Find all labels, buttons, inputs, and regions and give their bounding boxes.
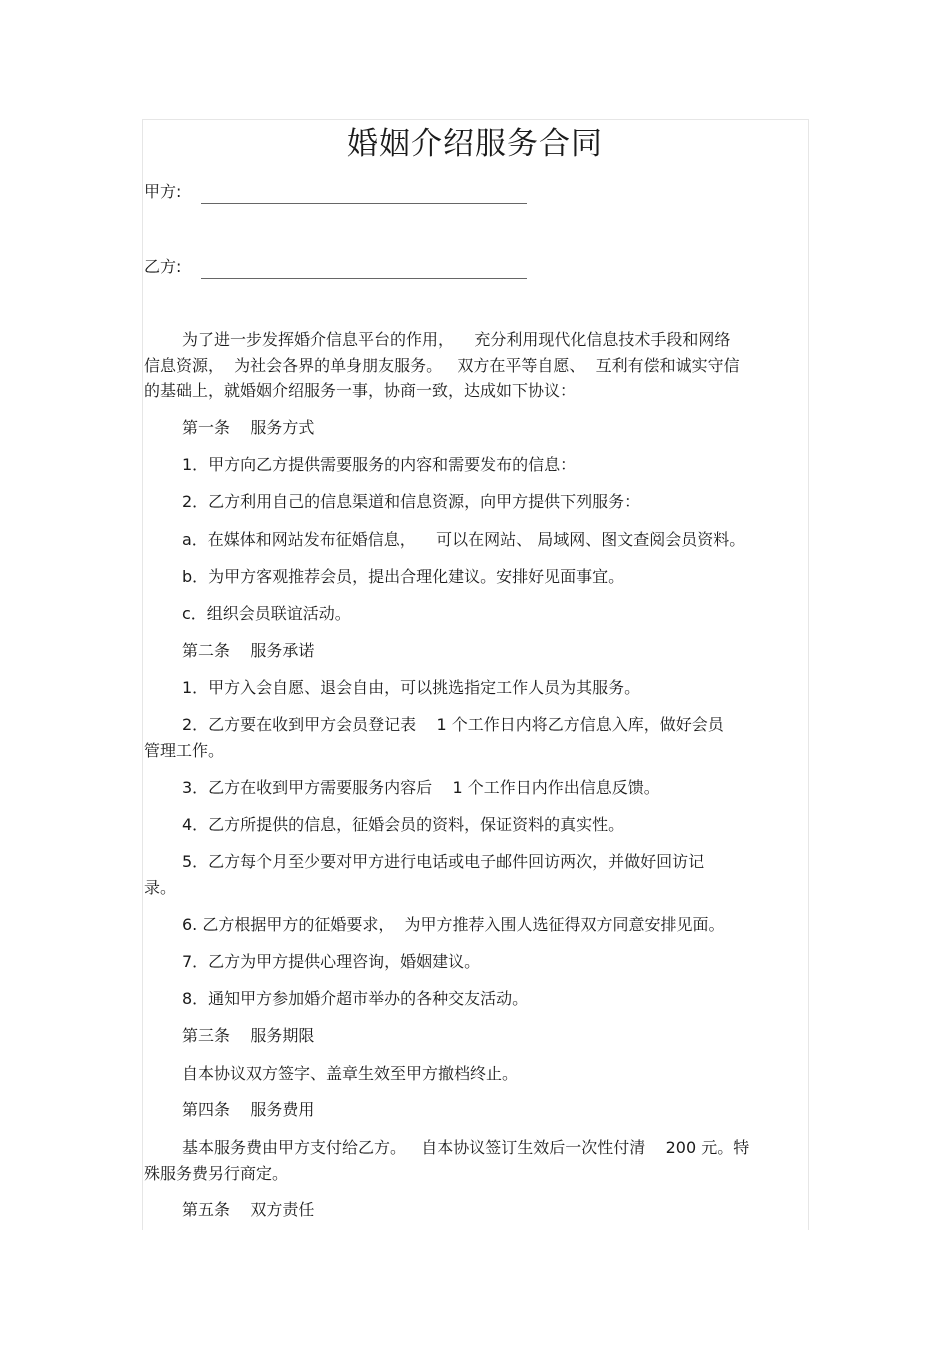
clause: c．组织会员联谊活动。 <box>182 604 351 623</box>
clause: 6. 乙方根据甲方的征婚要求， 为甲方推荐入围人选征得双方同意安排见面。 <box>182 915 725 934</box>
clause: 3．乙方在收到甲方需要服务内容后 1 个工作日内作出信息反馈。 <box>182 778 660 797</box>
article-heading: 第五条 双方责任 <box>182 1200 315 1219</box>
paragraph-line: 为了进一步发挥婚介信息平台的作用， 充分利用现代化信息技术手段和网络 <box>182 330 731 349</box>
clause: 7．乙方为甲方提供心理咨询，婚姻建议。 <box>182 952 481 971</box>
clause: 5．乙方每个月至少要对甲方进行电话或电子邮件回访两次，并做好回访记 <box>182 852 705 871</box>
article-heading: 第二条 服务承诺 <box>182 641 315 660</box>
party-a-label: 甲方: <box>144 182 182 201</box>
article-heading: 第一条 服务方式 <box>182 418 315 437</box>
party-b-signature-line <box>201 278 527 279</box>
clause: 1．甲方入会自愿、退会自由，可以挑选指定工作人员为其服务。 <box>182 678 641 697</box>
clause: 基本服务费由甲方支付给乙方。 自本协议签订生效后一次性付清 200 元。特 <box>182 1138 750 1157</box>
clause: 2．乙方要在收到甲方会员登记表 1 个工作日内将乙方信息入库，做好会员 <box>182 715 724 734</box>
clause: 4．乙方所提供的信息，征婚会员的资料，保证资料的真实性。 <box>182 815 625 834</box>
clause: a．在媒体和网站发布征婚信息， 可以在网站、 局域网、图文查阅会员资料。 <box>182 530 746 549</box>
clause: b．为甲方客观推荐会员，提出合理化建议。安排好见面事宜。 <box>182 567 625 586</box>
clause-continuation: 殊服务费另行商定。 <box>144 1164 289 1183</box>
article-heading: 第四条 服务费用 <box>182 1100 315 1119</box>
paragraph-line: 信息资源， 为社会各界的单身朋友服务。 双方在平等自愿、 互利有偿和诚实守信 <box>144 356 740 375</box>
clause-continuation: 管理工作。 <box>144 741 225 760</box>
clause-continuation: 录。 <box>144 878 177 897</box>
paragraph-line: 的基础上，就婚姻介绍服务一事，协商一致，达成如下协议： <box>144 381 577 400</box>
article-heading: 第三条 服务期限 <box>182 1026 315 1045</box>
clause: 自本协议双方签字、盖章生效至甲方撤档终止。 <box>182 1064 519 1083</box>
clause: 2．乙方利用自己的信息渠道和信息资源，向甲方提供下列服务： <box>182 492 641 511</box>
clause: 8．通知甲方参加婚介超市举办的各种交友活动。 <box>182 989 529 1008</box>
clause: 1．甲方向乙方提供需要服务的内容和需要发布的信息： <box>182 455 577 474</box>
document-title: 婚姻介绍服务合同 <box>347 126 603 162</box>
party-b-label: 乙方: <box>144 257 182 276</box>
party-a-signature-line <box>201 203 527 204</box>
